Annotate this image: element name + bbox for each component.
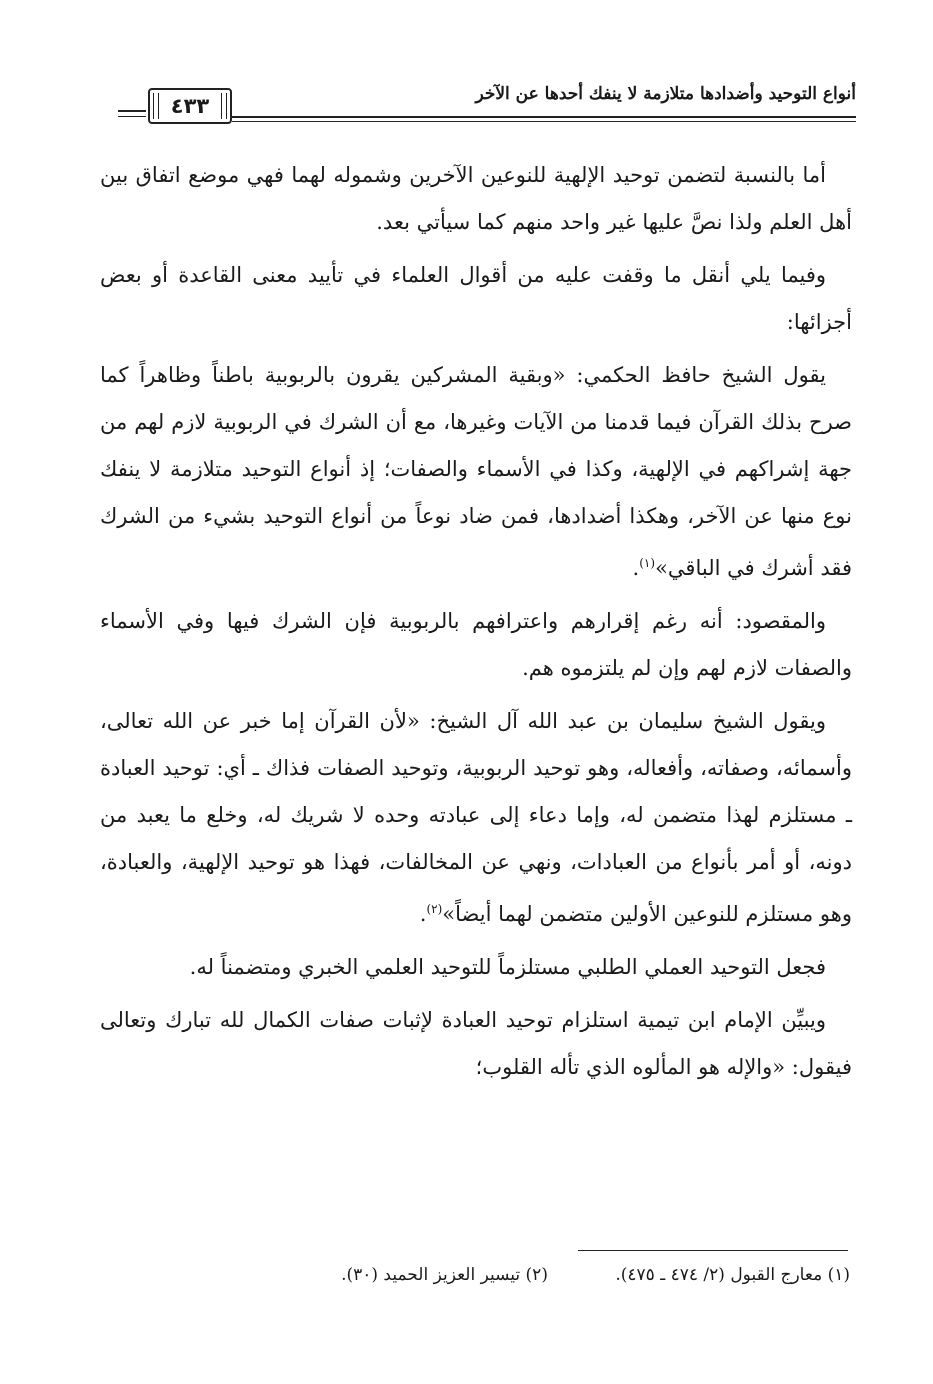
footnote-separator [578,1250,848,1251]
running-title: أنواع التوحيد وأضدادها متلازمة لا ينفك أحدها عن الآخر [475,84,856,104]
paragraph-text: يقول الشيخ حافظ الحكمي: «وبقية المشركين يقرون بالربوبية باطناً وظاهراً كما صرح بذلك القرآن فيما قدمنا من الآيات وغيرها، مع أن الشرك في الربوبية لازم لهم من جهة إشراكهم في الإلهية، وكذا في الأسماء والصفات؛ إذ أنواع التوحيد متلازمة لا ينفك نوع منها عن الآخر، وهكذا أضدادها، فمن ضاد نوعاً من أنواع التوحيد بشيء من الشرك فقد أشرك في الباقي» [100,363,852,580]
paragraph: والمقصود: أنه رغم إقرارهم واعترافهم بالربوبية فإن الشرك فيها وفي الأسماء والصفات لازم لهم وإن لم يلتزموه هم. [100,609,852,680]
paragraph-text: ويقول الشيخ سليمان بن عبد الله آل الشيخ: «لأن القرآن إما خبر عن الله تعالى، وأسمائه، وصفاته، وأفعاله، وهو توحيد الربوبية، وتوحيد الصفات فذاك ـ أي: توحيد العبادة ـ مستلزم لهذا متضمن له، وإما دعاء إلى عبادته وحده لا شريك له، وخلع ما يعبد من دونه، أو أمر بأنواع من العبادات، ونهي عن المخالفات، فهذا هو توحيد الإلهية، والعبادة، وهو مستلزم للنوعين الأولين متضمن لهما أيضاً» [100,709,852,926]
footnote: (١) معارج القبول (٢/ ٤٧٤ ـ ٤٧٥). [615,1265,850,1285]
page-header [118,80,856,128]
footnote: (٢) تيسير العزيز الحميد (٣٠). [341,1265,548,1285]
paragraph-end: . [632,556,640,580]
footnote-ref: (٢) [426,902,443,916]
paragraph: ويبيِّن الإمام ابن تيمية استلزام توحيد العبادة لإثبات صفات الكمال لله تبارك وتعالى فيقول: «والإله هو المألوه الذي تأله القلوب؛ [100,1008,852,1079]
header-rule-thin [232,121,856,122]
footnotes [180,1265,850,1285]
paragraph [100,698,852,938]
main-text [100,152,852,1097]
left-rule [118,110,146,112]
paragraph: فجعل التوحيد العملي الطلبي مستلزماً للتوحيد العلمي الخبري ومتضمناً له. [189,955,826,979]
header-rule [232,116,856,118]
page-number: ٤٣٣ [148,88,232,124]
paragraph: وفيما يلي أنقل ما وقفت عليه من أقوال العلماء في تأييد معنى القاعدة أو بعض أجزائها: [100,263,852,334]
paragraph-end: . [419,902,427,926]
paragraph: أما بالنسبة لتضمن توحيد الإلهية للنوعين الآخرين وشموله لهما فهي موضع اتفاق بين أهل العلم ولذا نصَّ عليها غير واحد منهم كما سيأتي بعد. [100,163,852,234]
footnote-ref: (١) [639,556,656,570]
paragraph [100,352,852,592]
left-rule-thin [118,116,146,117]
